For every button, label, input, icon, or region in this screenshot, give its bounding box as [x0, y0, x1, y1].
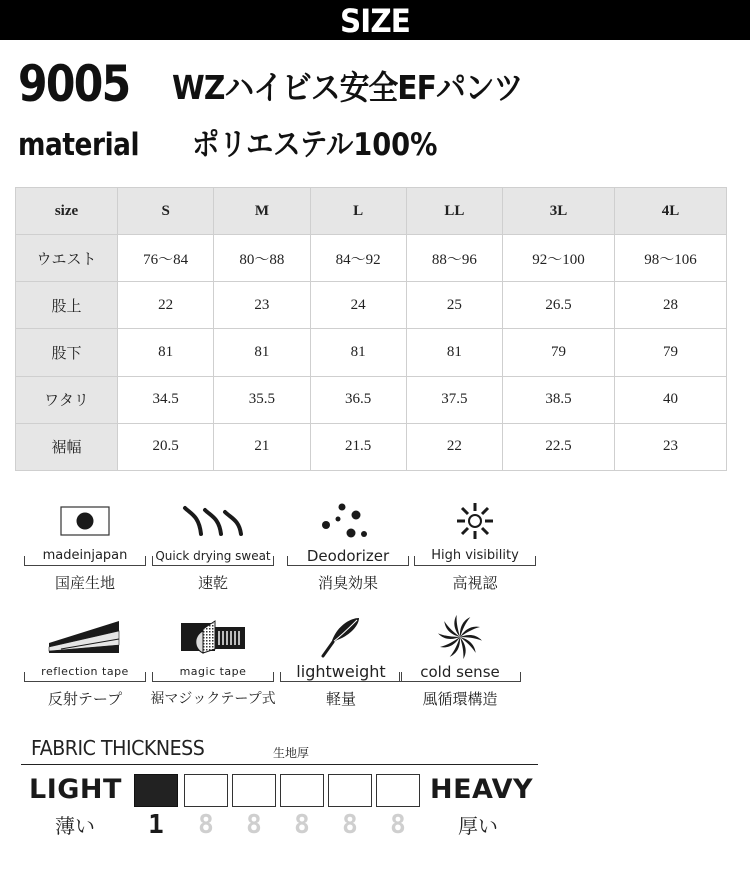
table-cell: 81 [118, 329, 214, 376]
product-name: WZハイビス安全EFパンツ [172, 68, 523, 107]
thickness-digit: 8 [294, 810, 310, 840]
table-cell: 23 [615, 423, 727, 470]
thickness-digit: 8 [342, 810, 358, 840]
feature-jp-label: 高視認 [452, 574, 498, 592]
light-label: LIGHT [29, 774, 122, 805]
table-cell: 79 [615, 329, 727, 376]
table-cell: 25 [406, 282, 502, 329]
feature-jp-label: 消臭効果 [317, 574, 378, 592]
table-cell: 79 [503, 329, 615, 376]
table-cell: 22 [118, 282, 214, 329]
table-cell: 26.5 [503, 282, 615, 329]
feature-en-label: lightweight [296, 662, 386, 681]
feature-jp-label: 軽量 [325, 690, 356, 708]
table-row [16, 282, 727, 329]
dots-icon [283, 498, 413, 544]
thickness-digit: 8 [246, 810, 262, 840]
japan-flag-icon [20, 498, 150, 544]
row-label: ワタリ [16, 376, 118, 423]
thickness-box-4 [280, 774, 324, 807]
table-row [16, 329, 727, 376]
size-header: S [118, 188, 214, 235]
steam-waves-icon [148, 498, 278, 544]
feature-en-label: madeinjapan [42, 548, 128, 563]
thickness-digit: 8 [198, 810, 214, 840]
table-cell: 38.5 [503, 376, 615, 423]
feature-en-label: cold sense [420, 663, 500, 681]
table-cell: 21 [214, 423, 310, 470]
feature-jp-label: 裾マジックテープ式 [150, 691, 276, 707]
table-cell: 84～92 [310, 235, 406, 282]
row-label: ウエスト [16, 235, 118, 282]
thickness-box-5 [328, 774, 372, 807]
table-row [16, 423, 727, 470]
table-cell: 34.5 [118, 376, 214, 423]
table-cell: 22.5 [503, 423, 615, 470]
size-table [15, 187, 727, 471]
feather-icon [276, 614, 406, 660]
light-jp-label: 薄い [55, 814, 95, 838]
table-cell: 98～106 [615, 235, 727, 282]
table-cell: 81 [214, 329, 310, 376]
fabric-thickness-jp: 生地厚 [273, 746, 310, 760]
divider [21, 764, 538, 765]
feature-en-label: reflection tape [41, 665, 129, 678]
model-number: 9005 [18, 55, 130, 113]
thickness-box-3 [232, 774, 276, 807]
table-header-row [16, 188, 727, 235]
thickness-digit: 8 [390, 810, 406, 840]
header-title: SIZE [340, 2, 410, 40]
table-cell: 76～84 [118, 235, 214, 282]
table-cell: 88～96 [406, 235, 502, 282]
thickness-digit: 1 [148, 810, 164, 840]
reflective-tape-icon [20, 614, 150, 660]
table-cell: 92～100 [503, 235, 615, 282]
size-header: 3L [503, 188, 615, 235]
heavy-jp-label: 厚い [458, 814, 498, 838]
table-row [16, 376, 727, 423]
table-row [16, 235, 727, 282]
feature-en-label: magic tape [179, 665, 247, 678]
material-value: ポリエステル100% [192, 127, 438, 163]
header-bar [0, 0, 750, 40]
table-cell: 37.5 [406, 376, 502, 423]
feature-jp-label: 風循環構造 [422, 690, 498, 708]
table-cell: 20.5 [118, 423, 214, 470]
sun-burst-icon [410, 498, 540, 544]
swirl-icon [395, 614, 525, 660]
row-label: 股上 [16, 282, 118, 329]
row-label: 裾幅 [16, 423, 118, 470]
feature-en-label: High visibility [431, 548, 519, 563]
corner-header: size [16, 188, 118, 235]
table-cell: 81 [406, 329, 502, 376]
row-label: 股下 [16, 329, 118, 376]
table-cell: 36.5 [310, 376, 406, 423]
table-cell: 21.5 [310, 423, 406, 470]
table-cell: 35.5 [214, 376, 310, 423]
hook-loop-tape-icon [148, 614, 278, 660]
feature-jp-label: 反射テープ [47, 690, 123, 708]
feature-jp-label: 速乾 [197, 574, 228, 592]
fabric-thickness-title: FABRIC THICKNESS [31, 736, 205, 760]
feature-jp-label: 国産生地 [54, 574, 115, 592]
table-cell: 24 [310, 282, 406, 329]
material-label: material [18, 127, 140, 163]
table-cell: 23 [214, 282, 310, 329]
size-header: L [310, 188, 406, 235]
table-cell: 22 [406, 423, 502, 470]
feature-en-label: Quick drying sweat [155, 549, 271, 563]
thickness-box-1-filled [134, 774, 178, 807]
size-header: 4L [615, 188, 727, 235]
table-cell: 28 [615, 282, 727, 329]
size-header: LL [406, 188, 502, 235]
table-cell: 80～88 [214, 235, 310, 282]
heavy-label: HEAVY [430, 774, 534, 805]
size-header: M [214, 188, 310, 235]
thickness-box-2 [184, 774, 228, 807]
table-cell: 81 [310, 329, 406, 376]
table-cell: 40 [615, 376, 727, 423]
thickness-box-6 [376, 774, 420, 807]
feature-en-label: Deodorizer [306, 547, 390, 565]
